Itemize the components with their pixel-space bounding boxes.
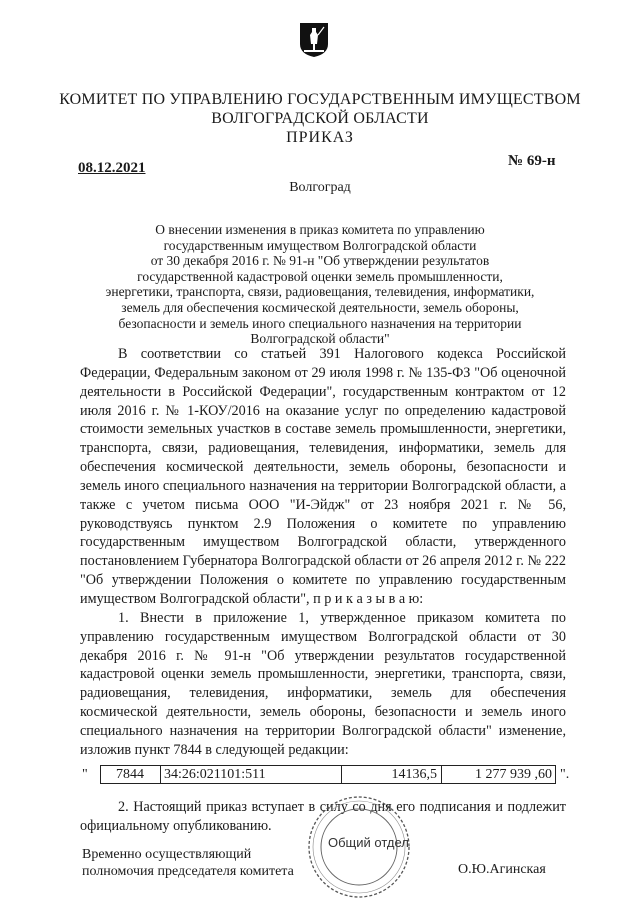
open-quote: ": [82, 767, 88, 782]
table-cell-area: 14136,5: [342, 765, 442, 784]
item-2-paragraph: 2. Настоящий приказ вступает в силу со дня его подписания и подлежит официальному опубликованию.: [80, 799, 566, 834]
signatory-name: О.Ю.Агинская: [458, 862, 546, 877]
stamp-label: Общий отдел: [328, 835, 409, 850]
table-cell-index: 7844: [100, 765, 161, 784]
subject-line: энергетики, транспорта, связи, радиовещания, телевидения, информатики,: [105, 284, 535, 300]
table-cell-cadastral-number: 34:26:021101:511: [160, 765, 342, 784]
document-subject: [70, 222, 570, 347]
document-body: [80, 345, 566, 760]
subject-line: Волгоградской области": [250, 331, 390, 347]
subject-line: безопасности и земель иного специального назначения на территории: [118, 315, 522, 331]
subject-line: земель для обеспечения космической деятельности, земель обороны,: [121, 299, 519, 315]
committee-name-line2: ВОЛГОГРАДСКОЙ ОБЛАСТИ: [211, 110, 429, 127]
subject-line: государственной кадастровой оценки земель промышленности,: [137, 268, 503, 284]
document-number: № 69-н: [508, 153, 556, 169]
document-type: ПРИКАЗ: [286, 129, 354, 146]
close-quote: ".: [560, 767, 570, 782]
signatory-position: [82, 846, 294, 880]
preamble-paragraph: В соответствии со статьей 391 Налогового кодекса Российской Федерации, Федеральным законом от 29 июля 1998 г. № 135-ФЗ "Об оценочной деятельности в Российской Федерации", государственным контрактом от 12 июля 2016 г. № 1-КОУ/2016 на оказание услуг по определению кадастровой стоимости земельных участков в составе земель промышленности, энергетики, транспорта, связи, радиовещания, телевидения, информатики, земель для обеспечения космической деятельности, земель обороны, безопасности и земель иного специального назначения на территории Волгоградской области, а также с учетом письма ООО "И-Эйдж" от 23 ноября 2021 г. № 56, руководствуясь пунктом 2.9 Положения о комитете по управлению государственным имуществом Волгоградской области, утвержденного постановлением Губернатора Волгоградской области от 26 апреля 2012 г. № 222 "Об утверждении Положения о комитете по управлению государственным имуществом Волгоградской области", п р и к а з ы в а ю:: [80, 346, 566, 607]
subject-line: государственным имуществом Волгоградской области: [163, 237, 477, 253]
item-1-paragraph: 1. Внести в приложение 1, утвержденное приказом комитета по управлению государственным имуществом Волгоградской области от 30 декабря 2016 г. № 91-н "Об утверждении результатов государственной кадастровой оценки земель промышленности, энергетики, транспорта, связи, радиовещания, телевидения, информатики, земель для обеспечения космической деятельности, земель обороны, безопасности и земель иного специального назначения на территории Волгоградской области" изменение, изложив пункт 7844 в следующей редакции:: [80, 609, 566, 758]
signatory-position-line1: Временно осуществляющий: [82, 847, 252, 862]
document-city: Волгоград: [289, 180, 351, 195]
document-date: 08.12.2021: [78, 160, 146, 176]
committee-name-line1: КОМИТЕТ ПО УПРАВЛЕНИЮ ГОСУДАРСТВЕННЫМ ИМУЩЕСТВОМ: [59, 91, 581, 108]
signatory-position-line2: полномочия председателя комитета: [82, 864, 294, 879]
subject-line: О внесении изменения в приказ комитета по управлению: [155, 222, 485, 237]
table-cell-value: 1 277 939 ,60: [475, 767, 552, 782]
subject-line: от 30 декабря 2016 г. № 91-н "Об утверждении результатов: [150, 253, 490, 269]
amendment-table-row: [82, 765, 572, 785]
volgograd-emblem-icon: [299, 22, 329, 58]
